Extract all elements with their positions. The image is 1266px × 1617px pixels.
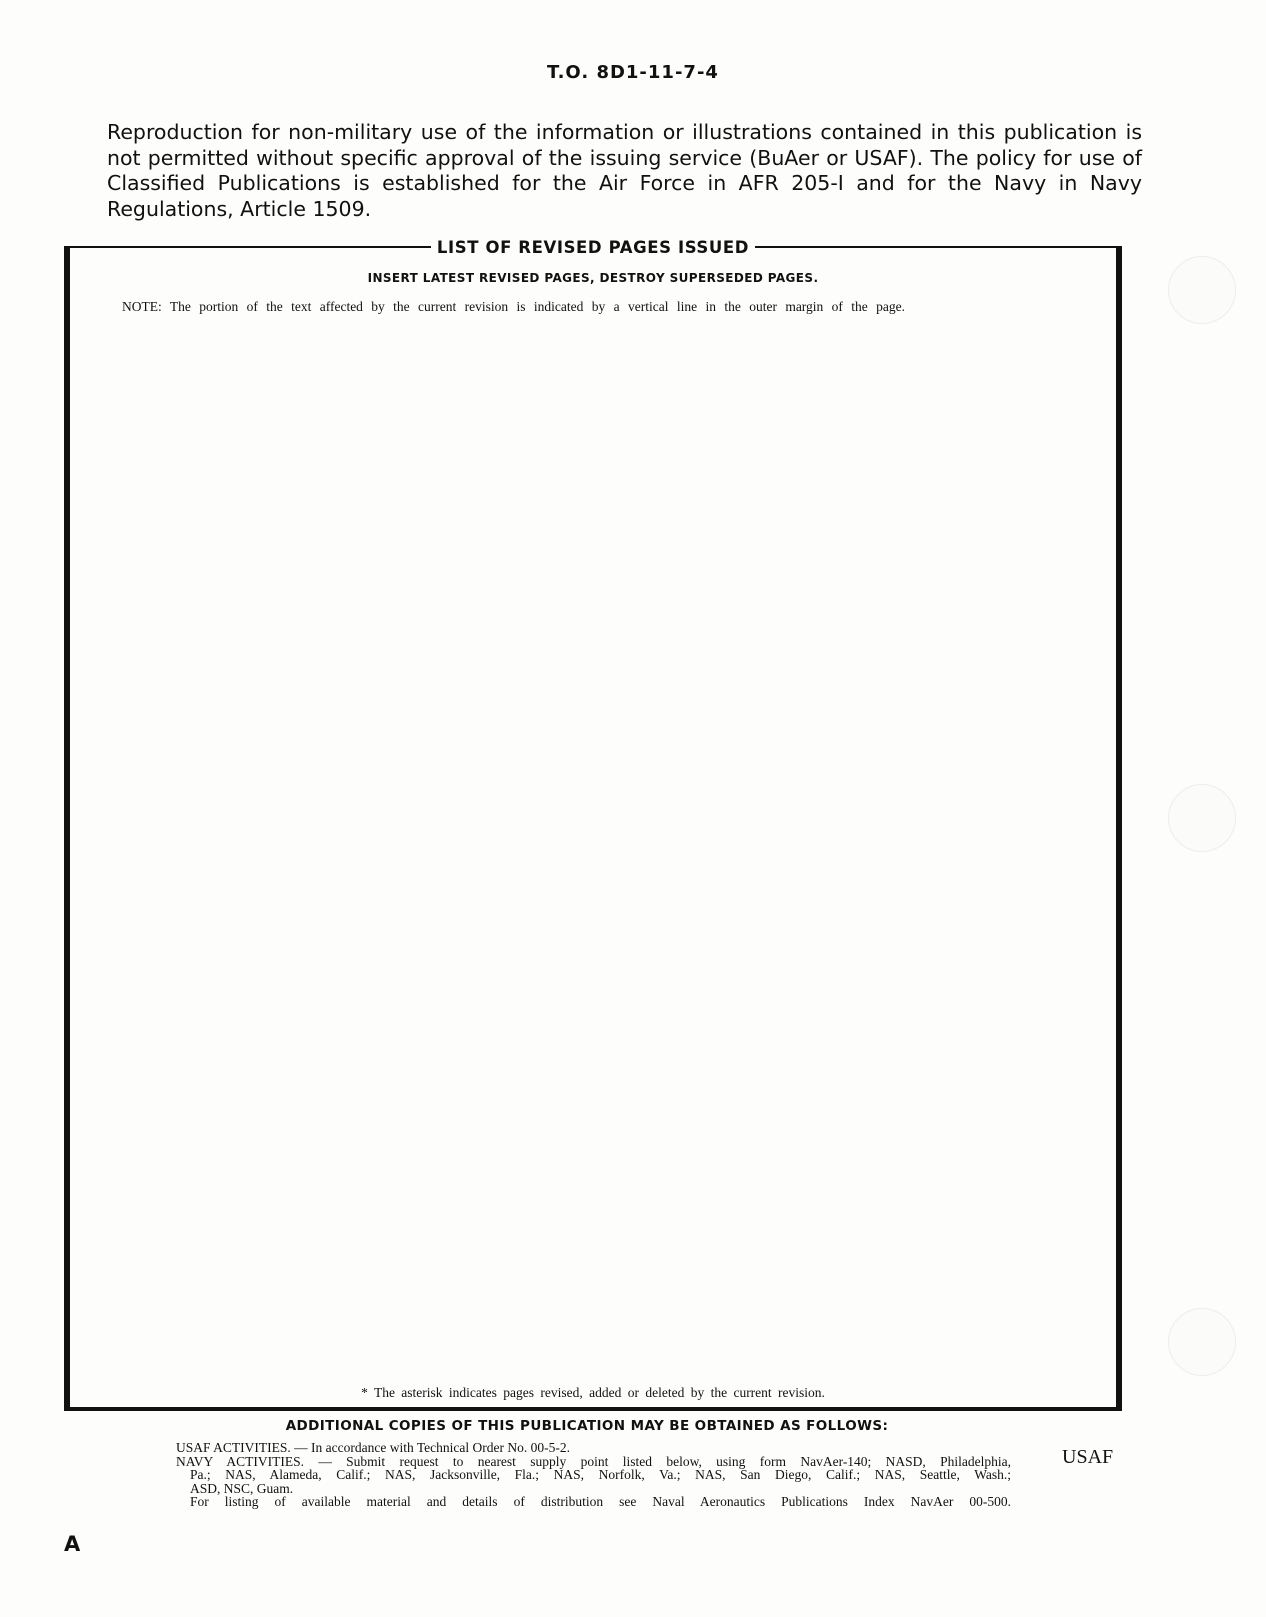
revised-pages-title: LIST OF REVISED PAGES ISSUED: [436, 237, 750, 257]
asterisk-note: * The asterisk indicates pages revised, added or deleted by the current revision.: [361, 1385, 825, 1400]
revision-note: NOTE: The portion of the text affected by the current revision is indicated by a vertical line in the outer margin of the page.: [122, 299, 906, 314]
service-tag: USAF: [1062, 1446, 1114, 1468]
publications-index-line: For listing of available material and details of distribution see Naval Aeronautics Publications Index NavAer 00-500.: [190, 1494, 1011, 1509]
binder-hole-top: [1168, 256, 1236, 324]
navy-activities-line: NAVY ACTIVITIES. — Submit request to nearest supply point listed below, using form NavAer-140; NASD, Philadelphia,: [176, 1453, 1011, 1469]
revised-pages-box: [64, 247, 1122, 1411]
document-number-header: T.O. 8D1-11-7-4: [547, 62, 719, 83]
additional-copies-heading: ADDITIONAL COPIES OF THIS PUBLICATION MAY BE OBTAINED AS FOLLOWS:: [285, 1418, 889, 1434]
usaf-activities-line: USAF ACTIVITIES. — In accordance with Technical Order No. 00-5-2.: [176, 1440, 570, 1455]
supply-points-line: Pa.; NAS, Alameda, Calif.; NAS, Jacksonville, Fla.; NAS, Norfolk, Va.; NAS, San Diego, Calif.; NAS, Seattle, Wash.;: [190, 1467, 1011, 1482]
reproduction-notice: Reproduction for non-military use of the information or illustrations contained in this publication is not permitted without specific approval of the issuing service (BuAer or USAF). The policy for use of Classified Publications is established for the Air Force in AFR 205-I and for the Navy in Navy Regulations, Article 1509.: [107, 120, 1142, 221]
binder-hole-bottom: [1168, 1308, 1236, 1376]
insert-instruction: INSERT LATEST REVISED PAGES, DESTROY SUPERSEDED PAGES.: [367, 271, 819, 285]
distribution-info: [176, 1441, 1011, 1509]
supply-points-line-end: ASD, NSC, Guam.: [190, 1480, 294, 1496]
page-letter: A: [64, 1532, 81, 1556]
binder-hole-middle: [1168, 784, 1236, 852]
